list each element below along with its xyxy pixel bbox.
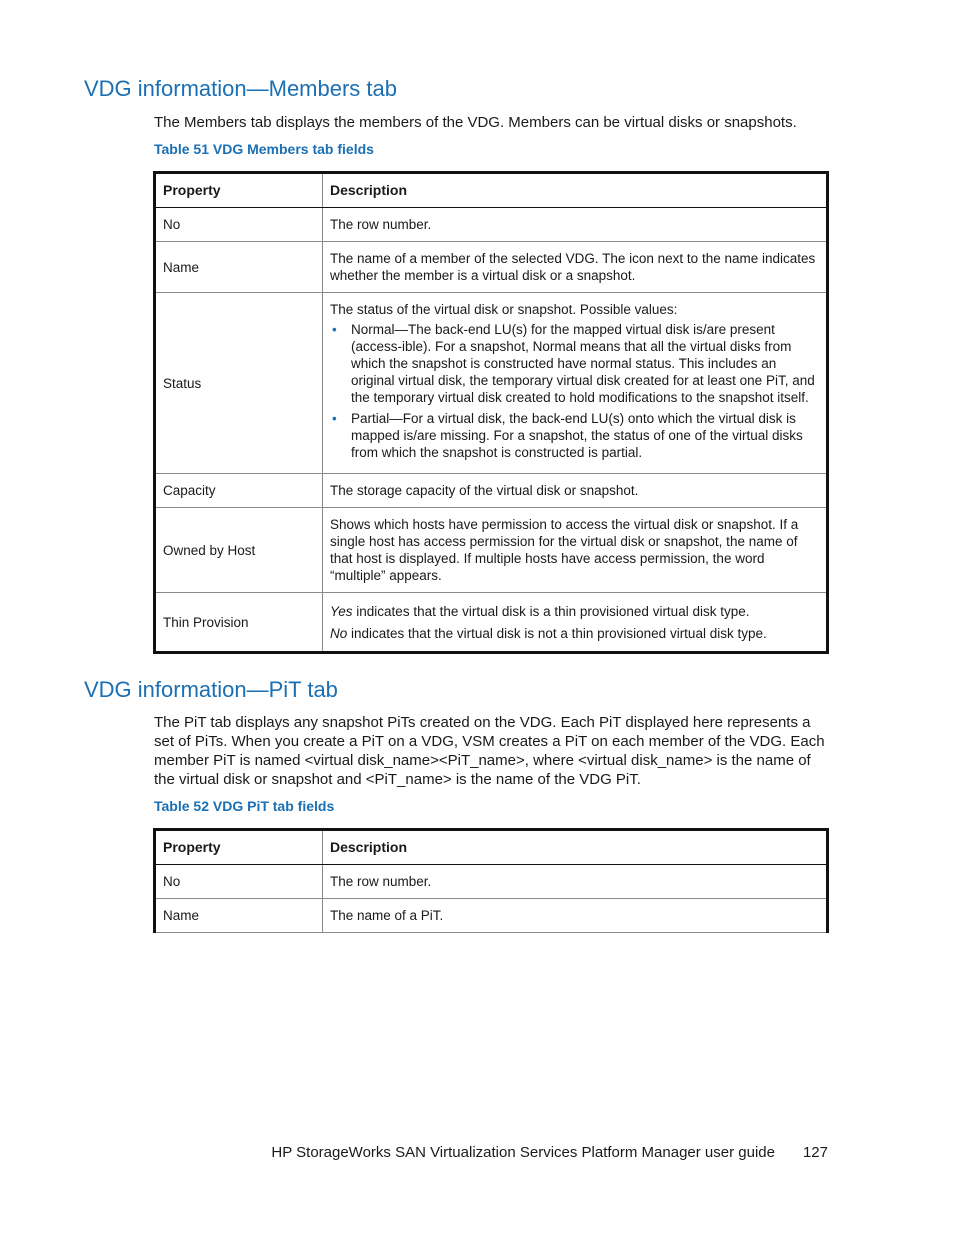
yes-text: indicates that the virtual disk is a thin provisioned virtual disk type. [352, 603, 750, 619]
thin-provision-no-line [330, 625, 819, 642]
column-header-description: Description [323, 830, 828, 865]
table-row [155, 593, 828, 653]
description-cell: Shows which hosts have permission to access the virtual disk or snapshot. If a single host has access permission for the virtual disk or snapshot, the name of that host is displayed. If multiple hosts have access permission, the word “multiple” appears. [323, 508, 828, 593]
property-cell: No [155, 208, 323, 242]
bullet-icon: • [332, 411, 337, 426]
property-cell: Capacity [155, 474, 323, 508]
status-values-list [330, 321, 819, 461]
property-cell: Owned by Host [155, 508, 323, 593]
description-cell: The name of a member of the selected VDG. The icon next to the name indicates whether the member is a virtual disk or a snapshot. [323, 242, 828, 293]
table-header-row [155, 173, 828, 208]
bullet-text: Partial—For a virtual disk, the back-end LU(s) onto which the virtual disk is mapped is/are missing. For a snapshot, the status of one of the virtual disks from which the snapshot is constructed is partial. [351, 411, 803, 460]
description-cell [323, 593, 828, 653]
pit-intro: The PiT tab displays any snapshot PiTs created on the VDG. Each PiT displayed here represents a set of PiTs. When you create a PiT on a VDG, VSM creates a PiT on each member of the VDG. Each member PiT is named <virtual disk_name><PiT_name>, where <virtual disk_name> is the name of the virtual disk or snapshot and <PiT_name> is the name of the VDG PiT. [154, 714, 825, 788]
description-cell [323, 293, 828, 474]
table-52-caption: Table 52 VDG PiT tab fields [154, 798, 335, 814]
yes-term: Yes [330, 603, 353, 619]
footer-title: HP StorageWorks SAN Virtualization Services Platform Manager user guide [271, 1144, 775, 1161]
column-header-property: Property [155, 830, 323, 865]
bullet-icon: • [332, 322, 337, 337]
section-heading-pit: VDG information—PiT tab [84, 677, 338, 702]
table-row [155, 508, 828, 593]
description-cell: The name of a PiT. [323, 899, 828, 933]
property-cell: Name [155, 899, 323, 933]
thin-provision-yes-line [330, 603, 819, 620]
table-row [155, 865, 828, 899]
description-cell: The row number. [323, 208, 828, 242]
status-description: The status of the virtual disk or snapshot. Possible values: [330, 302, 678, 317]
table-row [155, 242, 828, 293]
no-text: indicates that the virtual disk is not a thin provisioned virtual disk type. [347, 625, 767, 641]
property-cell: Status [155, 293, 323, 474]
property-cell: Thin Provision [155, 593, 323, 653]
bullet-text: Normal—The back-end LU(s) for the mapped virtual disk is/are present (access-ible). For a snapshot, Normal means that all the virtual disks from which the snapshot is constructed have normal status. This includes an original virtual disk, the temporary virtual disk created for at least one PiT, and the temporary virtual disk created to hold modifications to the snapshot itself. [351, 322, 815, 405]
members-fields-table [153, 171, 829, 654]
table-row [155, 208, 828, 242]
list-item [332, 410, 819, 461]
table-header-row [155, 830, 828, 865]
description-cell: The storage capacity of the virtual disk or snapshot. [323, 474, 828, 508]
list-item [332, 321, 819, 406]
property-cell: No [155, 865, 323, 899]
page-number: 127 [802, 1144, 828, 1161]
table-row [155, 899, 828, 933]
description-cell: The row number. [323, 865, 828, 899]
column-header-property: Property [155, 173, 323, 208]
property-cell: Name [155, 242, 323, 293]
pit-fields-table [153, 828, 829, 933]
members-intro: The Members tab displays the members of the VDG. Members can be virtual disks or snapshots. [154, 114, 797, 131]
section-heading-members: VDG information—Members tab [84, 76, 397, 101]
page-footer [0, 1144, 828, 1161]
column-header-description: Description [323, 173, 828, 208]
table-51-caption: Table 51 VDG Members tab fields [154, 141, 374, 157]
table-row [155, 293, 828, 474]
table-row [155, 474, 828, 508]
no-term: No [330, 625, 348, 641]
